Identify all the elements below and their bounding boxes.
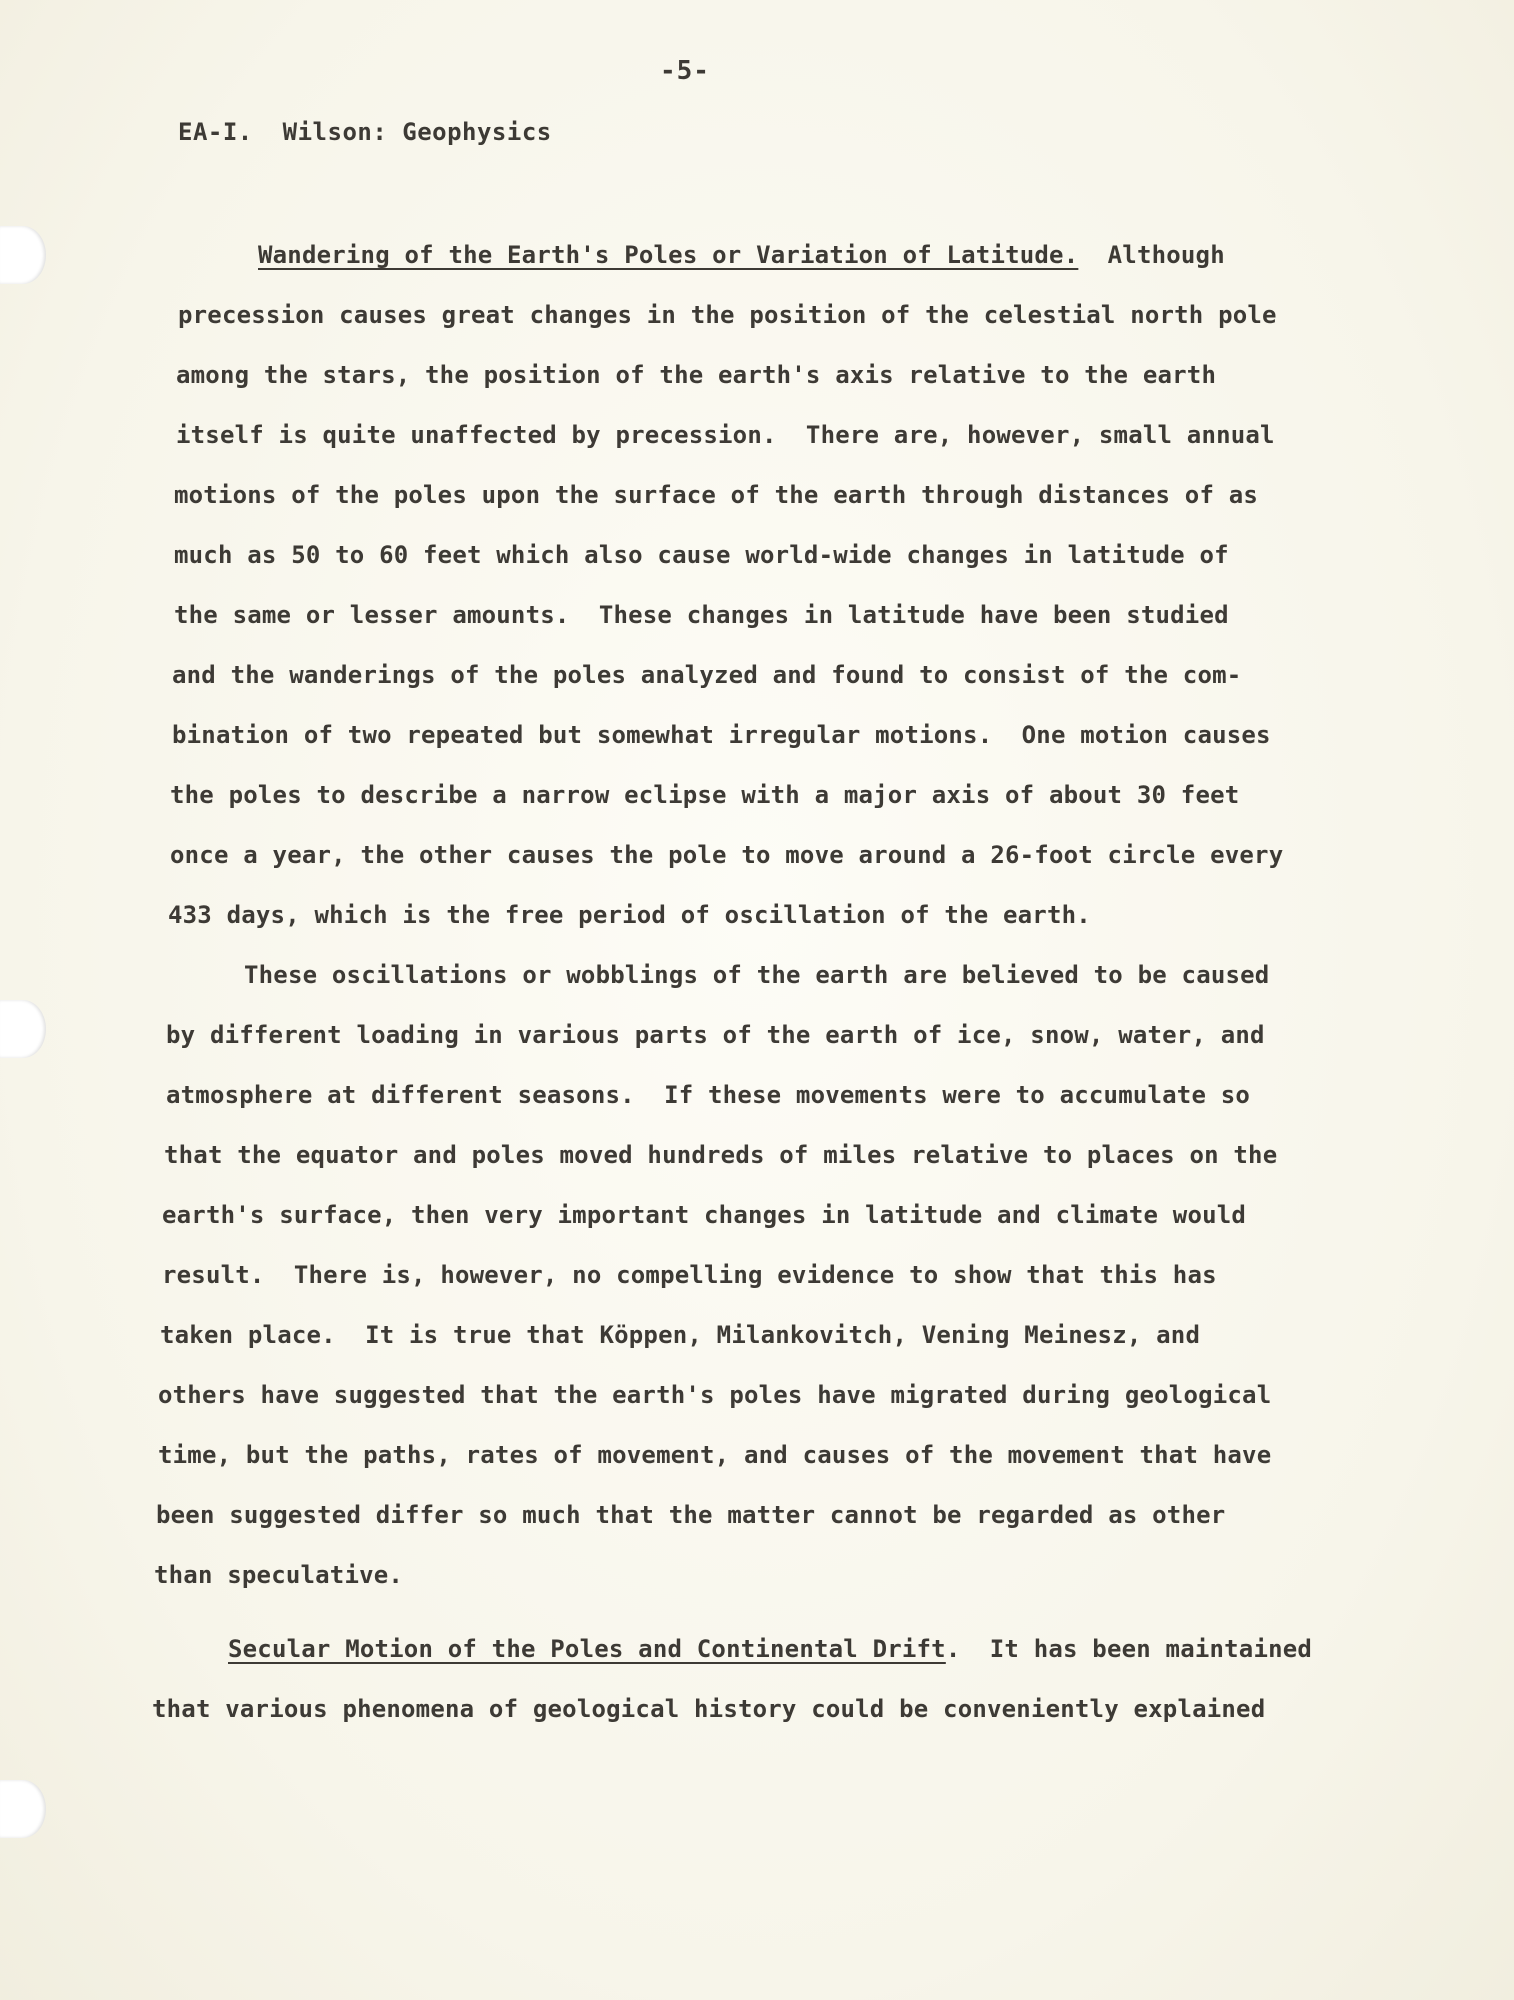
paragraph-line: than speculative. bbox=[154, 1561, 404, 1589]
paragraph-line: Secular Motion of the Poles and Continental Drift. It has been maintained bbox=[228, 1635, 1313, 1663]
paragraph-line: Wandering of the Earth's Poles or Variation of Latitude. Although bbox=[258, 241, 1225, 269]
paragraph-line: precession causes great changes in the position of the celestial north pole bbox=[178, 301, 1277, 329]
paragraph-line: motions of the poles upon the surface of the earth through distances of as bbox=[174, 481, 1259, 509]
paragraph-line: that the equator and poles moved hundreds of miles relative to places on the bbox=[164, 1141, 1278, 1169]
punch-hole bbox=[0, 226, 46, 284]
paragraph-line: that various phenomena of geological history could be conveniently explained bbox=[152, 1695, 1266, 1723]
paragraph-line: been suggested differ so much that the matter cannot be regarded as other bbox=[156, 1501, 1226, 1529]
paragraph-line: earth's surface, then very important changes in latitude and climate would bbox=[162, 1201, 1247, 1229]
paragraph-line: itself is quite unaffected by precession. There are, however, small annual bbox=[176, 421, 1275, 449]
paragraph-line: the poles to describe a narrow eclipse with a major axis of about 30 feet bbox=[170, 781, 1240, 809]
paragraph-line: by different loading in various parts of the earth of ice, snow, water, and bbox=[166, 1021, 1265, 1049]
paragraph-line: once a year, the other causes the pole to move around a 26-foot circle every bbox=[170, 841, 1284, 869]
paragraph-line: time, but the paths, rates of movement, and causes of the movement that have bbox=[158, 1441, 1272, 1469]
paragraph-line: atmosphere at different seasons. If these movements were to accumulate so bbox=[166, 1081, 1251, 1109]
section-heading: Secular Motion of the Poles and Continental Drift bbox=[228, 1635, 946, 1663]
paragraph-line: and the wanderings of the poles analyzed and found to consist of the com- bbox=[172, 661, 1242, 689]
page-number: -5- bbox=[660, 56, 710, 86]
paragraph-line: bination of two repeated but somewhat irregular motions. One motion causes bbox=[172, 721, 1271, 749]
section-heading: Wandering of the Earth's Poles or Variation of Latitude. bbox=[258, 241, 1079, 269]
paragraph-line: taken place. It is true that Köppen, Milankovitch, Vening Meinesz, and bbox=[160, 1321, 1201, 1349]
document-header: EA-I. Wilson: Geophysics bbox=[178, 118, 552, 146]
paragraph-line: result. There is, however, no compelling evidence to show that this has bbox=[162, 1261, 1217, 1289]
paragraph-line: 433 days, which is the free period of oscillation of the earth. bbox=[168, 901, 1091, 929]
punch-hole bbox=[0, 1780, 46, 1838]
paragraph-line: much as 50 to 60 feet which also cause world-wide changes in latitude of bbox=[174, 541, 1229, 569]
punch-hole bbox=[0, 1000, 46, 1058]
paragraph-line: These oscillations or wobblings of the earth are believed to be caused bbox=[244, 961, 1270, 989]
paragraph-line: the same or lesser amounts. These changes in latitude have been studied bbox=[174, 601, 1229, 629]
paragraph-line: among the stars, the position of the earth's axis relative to the earth bbox=[176, 361, 1217, 389]
paragraph-line: others have suggested that the earth's poles have migrated during geological bbox=[158, 1381, 1272, 1409]
